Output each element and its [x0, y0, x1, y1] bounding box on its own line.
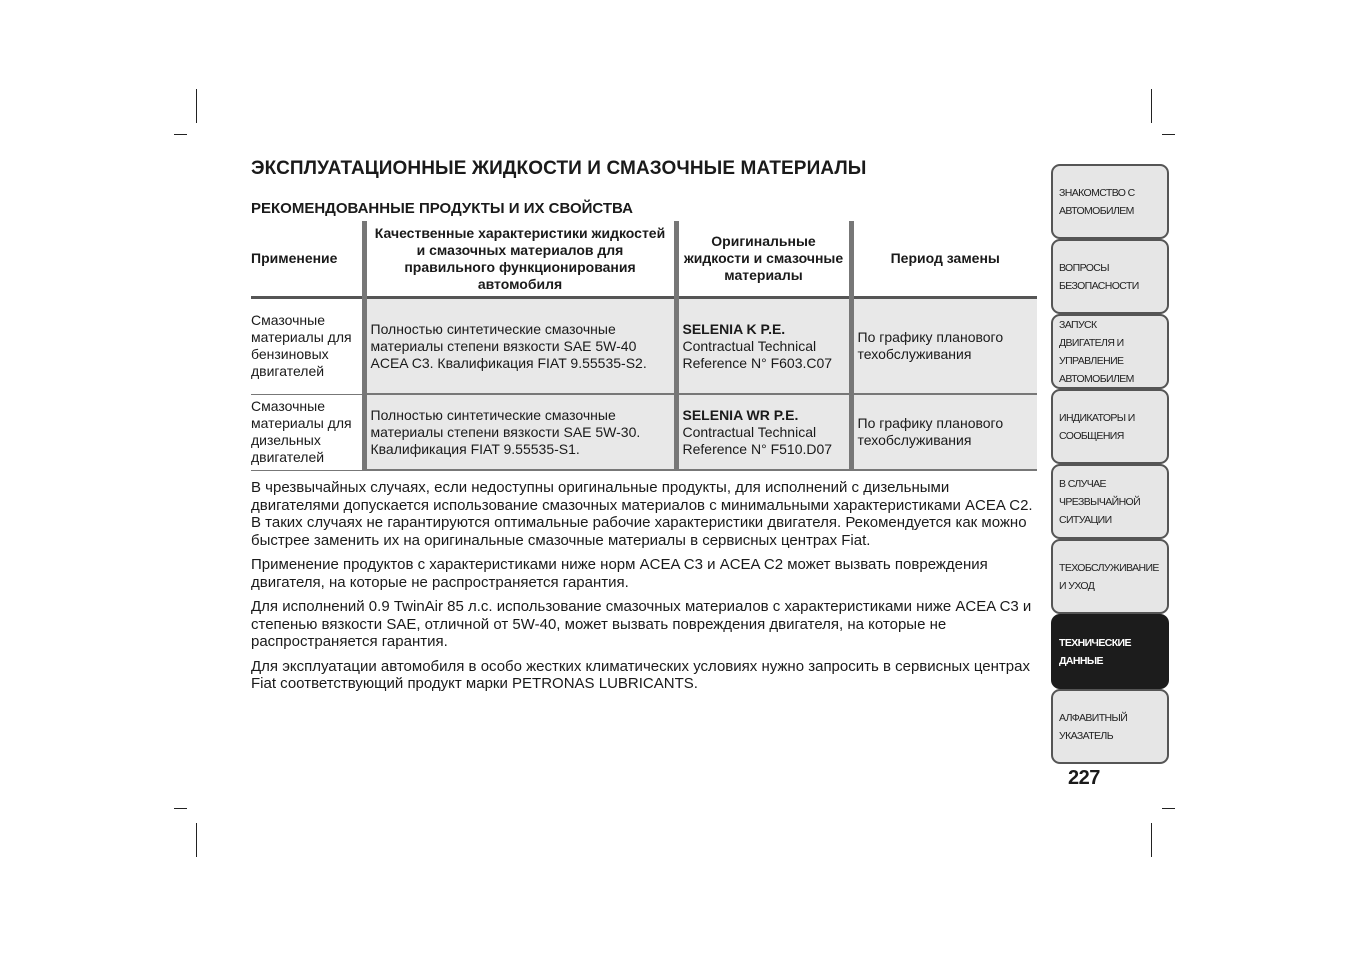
tab-label: АЛФАВИТНЫЙ УКАЗАТЕЛЬ	[1059, 711, 1128, 742]
tab-label: ЗАПУСК ДВИГАТЕЛЯ И УПРАВЛЕНИЕ АВТОМОБИЛЕМ	[1059, 318, 1134, 385]
column-header: Период замены	[851, 221, 1037, 298]
product-reference: Contractual Technical Reference N° F510.D07	[682, 423, 833, 457]
page-number: 227	[1068, 767, 1100, 789]
product-cell	[676, 394, 851, 470]
tab-indicators[interactable]	[1051, 389, 1169, 464]
table-row	[251, 298, 1037, 395]
crop-mark	[1151, 823, 1152, 857]
tab-label: ТЕХНИЧЕСКИЕ ДАННЫЕ	[1059, 636, 1131, 667]
tab-maintenance[interactable]	[1051, 539, 1169, 614]
tab-emergency[interactable]	[1051, 464, 1169, 539]
crop-mark	[1162, 808, 1175, 809]
product-reference: Contractual Technical Reference N° F603.C07	[682, 337, 833, 371]
crop-mark	[196, 823, 197, 857]
product-cell	[676, 298, 851, 395]
table-header-row	[251, 221, 1037, 298]
period-cell: По графику планового техобслуживания	[851, 394, 1037, 470]
product-name: SELENIA K P.E.	[682, 320, 786, 337]
note-paragraph: Для исполнений 0.9 TwinAir 85 л.с. использование смазочных материалов с характеристиками ниже ACEA C3 и степенью вязкости SAE, отличной от 5W-40, может вызвать повреждения двигателя, на которые не распространяется гарантия.	[251, 598, 1032, 650]
note-paragraph: Применение продуктов с характеристиками ниже норм ACEA C3 и ACEA C2 может вызвать повреждения двигателя, на которые не распространяется гарантия.	[251, 556, 988, 591]
column-header: Оригинальные жидкости и смазочные материалы	[676, 221, 851, 298]
tab-label: ИНДИКАТОРЫ И СООБЩЕНИЯ	[1059, 411, 1135, 442]
period-cell: По графику планового техобслуживания	[851, 298, 1037, 395]
chapter-tabs	[1051, 164, 1169, 764]
section-subtitle: РЕКОМЕНДОВАННЫЕ ПРОДУКТЫ И ИХ СВОЙСТВА	[251, 200, 633, 217]
tab-label: В СЛУЧАЕ ЧРЕЗВЫЧАЙНОЙ СИТУАЦИИ	[1059, 477, 1141, 526]
tab-vehicle-intro[interactable]	[1051, 164, 1169, 239]
application-cell: Смазочные материалы для бензиновых двигателей	[251, 298, 364, 395]
tab-engine-start[interactable]	[1051, 314, 1169, 389]
tab-label: ТЕХОБСЛУЖИВАНИЕ И УХОД	[1059, 561, 1159, 592]
crop-mark	[1162, 134, 1175, 135]
notes-section	[251, 479, 1037, 700]
page-header	[251, 158, 1037, 217]
crop-mark	[174, 134, 187, 135]
application-cell: Смазочные материалы для дизельных двигателей	[251, 394, 364, 470]
column-header: Качественные характеристики жидкостей и смазочных материалов для правильного функционирования автомобиля	[364, 221, 676, 298]
characteristics-cell: Полностью синтетические смазочные материалы степени вязкости SAE 5W-40 ACEA C3. Квалификация FIAT 9.55535-S2.	[364, 298, 676, 395]
page-title: ЭКСПЛУАТАЦИОННЫЕ ЖИДКОСТИ И СМАЗОЧНЫЕ МАТЕРИАЛЫ	[251, 158, 867, 179]
note-paragraph: Для эксплуатации автомобиля в особо жестких климатических условиях нужно запросить в сервисных центрах Fiat соответствующий продукт марки PETRONAS LUBRICANTS.	[251, 657, 1030, 692]
crop-mark	[196, 89, 197, 123]
tab-safety[interactable]	[1051, 239, 1169, 314]
tab-label: ВОПРОСЫ БЕЗОПАСНОСТИ	[1059, 261, 1139, 292]
tab-technical-data[interactable]	[1051, 614, 1169, 689]
tab-label: ЗНАКОМСТВО С АВТОМОБИЛЕМ	[1059, 186, 1135, 217]
product-name: SELENIA WR P.E.	[682, 406, 799, 423]
crop-mark	[174, 808, 187, 809]
crop-mark	[1151, 89, 1152, 123]
column-header: Применение	[251, 221, 364, 298]
note-paragraph: В чрезвычайных случаях, если недоступны оригинальные продукты, для исполнений с дизельными двигателями допускается использование смазочных материалов с минимальными характеристиками ACEA C2. В таких случаях не гарантируются оптимальные рабочие характеристики двигателя. Рекомендуется как можно быстрее заменить их на оригинальные смазочные материалы в сервисных центрах Fiat.	[251, 479, 1033, 549]
characteristics-cell: Полностью синтетические смазочные материалы степени вязкости SAE 5W-30. Квалификация FIAT 9.55535-S1.	[364, 394, 676, 470]
tab-index[interactable]	[1051, 689, 1169, 764]
table-row	[251, 394, 1037, 470]
lubricants-table	[251, 221, 1037, 471]
